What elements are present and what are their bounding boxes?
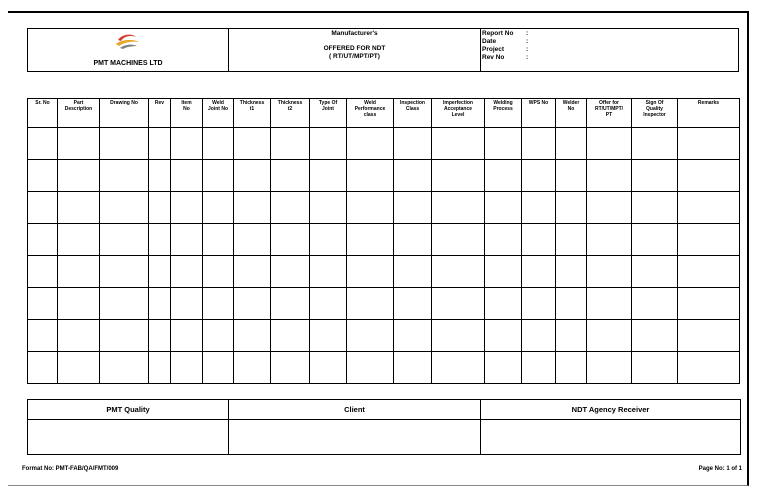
format-number: Format No: PMT-FAB/QA/FMT/009 — [22, 466, 119, 472]
table-cell[interactable] — [203, 224, 234, 256]
table-cell[interactable] — [394, 160, 432, 192]
table-cell[interactable] — [587, 288, 632, 320]
table-cell[interactable] — [394, 128, 432, 160]
table-cell[interactable] — [149, 160, 171, 192]
table-cell[interactable] — [485, 288, 522, 320]
ndt-offer-table — [27, 98, 740, 384]
table-cell[interactable] — [485, 224, 522, 256]
table-row — [28, 224, 740, 256]
table-cell[interactable] — [347, 320, 394, 352]
table-cell[interactable] — [28, 192, 58, 224]
table-row — [28, 352, 740, 384]
column-header: Drawing No — [100, 99, 149, 128]
column-header: Welder No — [556, 99, 587, 128]
table-cell[interactable] — [394, 192, 432, 224]
table-cell[interactable] — [271, 320, 310, 352]
table-cell[interactable] — [347, 352, 394, 384]
table-cell[interactable] — [678, 320, 740, 352]
table-cell[interactable] — [149, 224, 171, 256]
form-title-line1: Manufacturer's — [331, 30, 378, 37]
table-cell[interactable] — [394, 352, 432, 384]
table-cell[interactable] — [632, 288, 678, 320]
column-header: Weld Performance class — [347, 99, 394, 128]
table-cell[interactable] — [632, 352, 678, 384]
table-cell[interactable] — [522, 128, 556, 160]
table-cell[interactable] — [522, 224, 556, 256]
table-cell[interactable] — [522, 256, 556, 288]
table-cell[interactable] — [522, 192, 556, 224]
table-cell[interactable] — [100, 320, 149, 352]
table-cell[interactable] — [203, 352, 234, 384]
report-info-cell — [481, 29, 738, 71]
table-cell[interactable] — [149, 128, 171, 160]
table-cell[interactable] — [271, 192, 310, 224]
table-cell[interactable] — [347, 256, 394, 288]
table-cell[interactable] — [149, 192, 171, 224]
form-title-line2: OFFERED FOR NDT — [323, 45, 386, 52]
table-cell[interactable] — [28, 256, 58, 288]
table-cell[interactable] — [58, 224, 100, 256]
table-cell[interactable] — [203, 128, 234, 160]
table-cell[interactable] — [394, 320, 432, 352]
form-header — [27, 28, 739, 72]
table-cell[interactable] — [58, 192, 100, 224]
table-cell[interactable] — [556, 224, 587, 256]
table-cell[interactable] — [271, 160, 310, 192]
table-cell[interactable] — [58, 352, 100, 384]
table-cell[interactable] — [556, 288, 587, 320]
column-header: Offer for RT/UT/MPT/ PT — [587, 99, 632, 128]
table-cell[interactable] — [271, 224, 310, 256]
table-cell[interactable] — [432, 288, 485, 320]
column-header: Type Of Joint — [310, 99, 347, 128]
table-cell[interactable] — [100, 160, 149, 192]
column-header: Sign Of Quality Inspector — [632, 99, 678, 128]
table-cell[interactable] — [149, 256, 171, 288]
table-cell[interactable] — [632, 128, 678, 160]
table-cell[interactable] — [587, 256, 632, 288]
table-header-row — [28, 99, 740, 128]
table-cell[interactable] — [556, 256, 587, 288]
table-cell[interactable] — [100, 352, 149, 384]
client-sign-cell[interactable] — [229, 420, 481, 455]
table-row — [28, 320, 740, 352]
table-cell[interactable] — [432, 160, 485, 192]
table-cell[interactable] — [58, 320, 100, 352]
table-cell[interactable] — [310, 192, 347, 224]
table-cell[interactable] — [149, 320, 171, 352]
table-cell[interactable] — [522, 160, 556, 192]
column-header: Remarks — [678, 99, 740, 128]
table-cell[interactable] — [485, 192, 522, 224]
column-header: Rev — [149, 99, 171, 128]
signoff-table — [27, 399, 741, 455]
table-cell[interactable] — [522, 288, 556, 320]
table-cell[interactable] — [203, 320, 234, 352]
table-cell[interactable] — [556, 320, 587, 352]
column-header: Weld Joint No — [203, 99, 234, 128]
table-cell[interactable] — [271, 256, 310, 288]
table-cell[interactable] — [310, 352, 347, 384]
table-cell[interactable] — [587, 352, 632, 384]
table-cell[interactable] — [394, 288, 432, 320]
table-cell[interactable] — [556, 192, 587, 224]
table-cell[interactable] — [271, 128, 310, 160]
table-cell[interactable] — [203, 192, 234, 224]
table-cell[interactable] — [485, 256, 522, 288]
table-cell[interactable] — [632, 224, 678, 256]
page-number: Page No: 1 of 1 — [698, 466, 742, 472]
table-cell[interactable] — [203, 288, 234, 320]
pmt-quality-header: PMT Quality — [28, 400, 229, 420]
table-cell[interactable] — [678, 192, 740, 224]
table-cell[interactable] — [310, 256, 347, 288]
table-cell[interactable] — [171, 128, 203, 160]
table-cell[interactable] — [347, 192, 394, 224]
table-cell[interactable] — [587, 320, 632, 352]
table-cell[interactable] — [347, 224, 394, 256]
table-cell[interactable] — [234, 160, 271, 192]
table-cell[interactable] — [485, 320, 522, 352]
table-cell[interactable] — [100, 256, 149, 288]
table-cell[interactable] — [28, 224, 58, 256]
table-cell[interactable] — [632, 160, 678, 192]
table-cell[interactable] — [587, 128, 632, 160]
table-cell[interactable] — [28, 352, 58, 384]
table-cell[interactable] — [432, 320, 485, 352]
table-cell[interactable] — [100, 128, 149, 160]
table-cell[interactable] — [171, 320, 203, 352]
table-cell[interactable] — [234, 320, 271, 352]
pmt-quality-sign-cell[interactable] — [28, 420, 229, 455]
table-cell[interactable] — [58, 288, 100, 320]
table-cell[interactable] — [485, 160, 522, 192]
company-logo-icon — [112, 31, 142, 51]
table-row — [28, 128, 740, 160]
table-cell[interactable] — [587, 224, 632, 256]
table-cell[interactable] — [149, 288, 171, 320]
rev-no-row: Rev No : — [482, 54, 529, 61]
table-cell[interactable] — [310, 224, 347, 256]
table-row — [28, 256, 740, 288]
date-row: Date : — [482, 38, 529, 45]
table-cell[interactable] — [58, 256, 100, 288]
table-cell[interactable] — [271, 352, 310, 384]
table-row — [28, 160, 740, 192]
table-cell[interactable] — [678, 352, 740, 384]
table-cell[interactable] — [171, 160, 203, 192]
table-cell[interactable] — [394, 224, 432, 256]
table-cell[interactable] — [485, 128, 522, 160]
table-cell[interactable] — [587, 192, 632, 224]
company-name: PMT MACHINES LTD — [93, 60, 163, 67]
company-cell — [28, 29, 229, 71]
column-header: Item No — [171, 99, 203, 128]
table-row — [28, 288, 740, 320]
table-cell[interactable] — [347, 160, 394, 192]
table-cell[interactable] — [556, 160, 587, 192]
table-cell[interactable] — [28, 160, 58, 192]
table-cell[interactable] — [171, 224, 203, 256]
column-header: Imperfection Acceptance Level — [432, 99, 485, 128]
client-header: Client — [229, 400, 481, 420]
table-cell[interactable] — [678, 160, 740, 192]
table-cell[interactable] — [203, 160, 234, 192]
column-header: Thickness t2 — [271, 99, 310, 128]
table-cell[interactable] — [347, 128, 394, 160]
table-cell[interactable] — [522, 352, 556, 384]
table-cell[interactable] — [234, 128, 271, 160]
form-title-cell — [229, 29, 481, 71]
table-cell[interactable] — [234, 224, 271, 256]
table-cell[interactable] — [100, 288, 149, 320]
table-cell[interactable] — [234, 256, 271, 288]
table-cell[interactable] — [485, 352, 522, 384]
table-cell[interactable] — [632, 192, 678, 224]
table-cell[interactable] — [632, 256, 678, 288]
table-cell[interactable] — [432, 128, 485, 160]
project-row: Project : — [482, 46, 529, 53]
table-cell[interactable] — [171, 288, 203, 320]
column-header: Inspection Class — [394, 99, 432, 128]
report-no-row: Report No : — [482, 30, 529, 37]
table-cell[interactable] — [310, 288, 347, 320]
ndt-agency-sign-cell[interactable] — [481, 420, 741, 455]
table-cell[interactable] — [171, 192, 203, 224]
table-cell[interactable] — [203, 256, 234, 288]
table-cell[interactable] — [556, 352, 587, 384]
table-cell[interactable] — [310, 160, 347, 192]
table-cell[interactable] — [432, 352, 485, 384]
table-cell[interactable] — [58, 160, 100, 192]
table-cell[interactable] — [100, 192, 149, 224]
table-cell[interactable] — [678, 128, 740, 160]
column-header: Thickness t1 — [234, 99, 271, 128]
table-cell[interactable] — [28, 288, 58, 320]
ndt-agency-header: NDT Agency Receiver — [481, 400, 741, 420]
table-cell[interactable] — [234, 352, 271, 384]
table-cell[interactable] — [28, 128, 58, 160]
table-cell[interactable] — [556, 128, 587, 160]
column-header: Sr. No — [28, 99, 58, 128]
table-cell[interactable] — [587, 160, 632, 192]
table-cell[interactable] — [310, 128, 347, 160]
table-cell[interactable] — [678, 224, 740, 256]
table-cell[interactable] — [149, 352, 171, 384]
table-cell[interactable] — [522, 320, 556, 352]
table-cell[interactable] — [678, 288, 740, 320]
table-cell[interactable] — [347, 288, 394, 320]
table-cell[interactable] — [310, 320, 347, 352]
table-cell[interactable] — [234, 192, 271, 224]
table-row — [28, 192, 740, 224]
table-cell[interactable] — [432, 224, 485, 256]
column-header: Part Description — [58, 99, 100, 128]
table-cell[interactable] — [394, 256, 432, 288]
table-cell[interactable] — [100, 224, 149, 256]
table-cell[interactable] — [432, 192, 485, 224]
table-cell[interactable] — [432, 256, 485, 288]
table-cell[interactable] — [234, 288, 271, 320]
column-header: Welding Process — [485, 99, 522, 128]
column-header: WPS No — [522, 99, 556, 128]
table-cell[interactable] — [58, 128, 100, 160]
table-cell[interactable] — [171, 256, 203, 288]
form-title-line3: ( RT/UT/MPT/PT) — [329, 53, 380, 60]
table-cell[interactable] — [171, 352, 203, 384]
table-cell[interactable] — [271, 288, 310, 320]
table-cell[interactable] — [632, 320, 678, 352]
table-cell[interactable] — [678, 256, 740, 288]
table-cell[interactable] — [28, 320, 58, 352]
